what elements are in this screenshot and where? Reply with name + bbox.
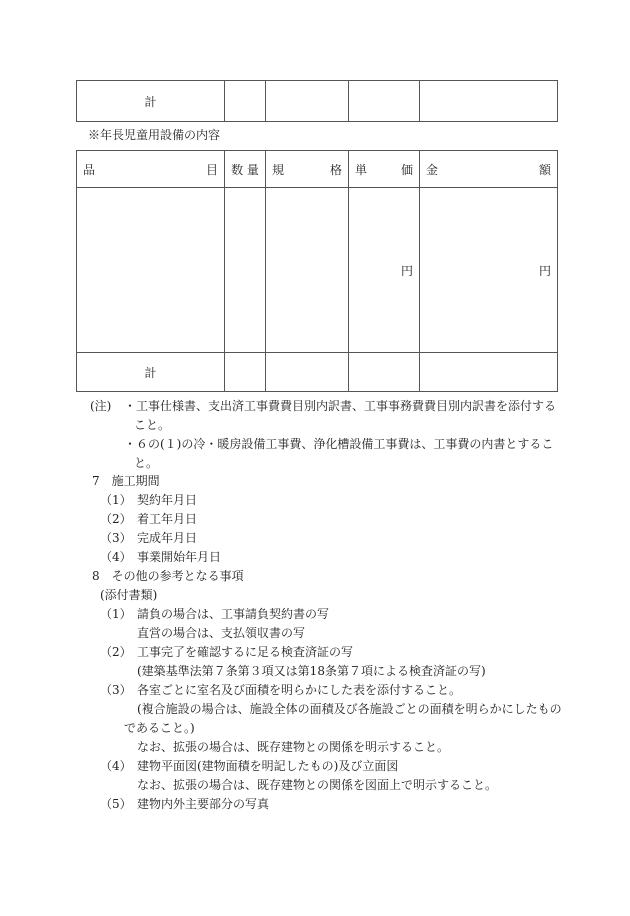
section-8-item-2-line-1: 工事完了を確認するに足る検査済証の写 xyxy=(137,645,354,659)
header-unit-price: 単 価 xyxy=(349,151,420,188)
section-8-subtitle: (添付書類) xyxy=(100,588,158,602)
total-amount-cell xyxy=(420,353,558,392)
section-7-item-4-text: 事業開始年月日 xyxy=(137,550,222,564)
total-unit-price-cell xyxy=(349,353,420,392)
total-row xyxy=(77,353,558,392)
note-2-line-1: ・６の(１)の冷・暖房設備工事費、浄化槽設備工事費は、工事費の内書とするこ xyxy=(124,437,554,451)
section-8-title: 8 その他の参考となる事項 xyxy=(92,569,244,583)
total-amount-cell xyxy=(420,81,558,122)
previous-cost-table xyxy=(76,80,558,122)
section-7-item-1-text: 契約年月日 xyxy=(137,493,198,507)
section-8-item-4-line-2: なお、拡張の場合は、既存建物との関係を図面上で明示すること。 xyxy=(137,778,498,792)
total-label: 計 xyxy=(77,81,225,122)
section-7-item-2-text: 着工年月日 xyxy=(137,512,198,526)
section-8-item-3-line-3: であること。) xyxy=(124,721,195,735)
total-unit-price-cell xyxy=(349,81,420,122)
section-8-item-1-line-2: 直営の場合は、支払領収書の写 xyxy=(137,626,306,640)
table-row xyxy=(77,188,558,353)
section-8-item-1-num: （1） xyxy=(100,607,132,621)
equipment-table xyxy=(76,150,558,392)
note-1-line-2: こと。 xyxy=(134,418,171,432)
section-8-item-1-line-1: 請負の場合は、工事請負契約書の写 xyxy=(137,607,330,621)
section-7-item-4-num: （4） xyxy=(100,550,132,564)
section-7-title: 7 施工期間 xyxy=(92,474,160,488)
unit-price-cell: 円 xyxy=(349,188,420,353)
notes-label: (注) xyxy=(90,399,112,413)
section-caption: ※年長児童用設備の内容 xyxy=(88,128,221,142)
section-8-item-4-line-1: 建物平面図(建物面積を明記したもの)及び立面図 xyxy=(137,759,399,773)
total-row xyxy=(77,81,558,122)
total-spec-cell xyxy=(266,353,349,392)
section-8-item-2-num: （2） xyxy=(100,645,132,659)
header-row xyxy=(77,151,558,188)
note-1-line-1: ・工事仕様書、支出済工事費費目別内訳書、工事事務費費目別内訳書を添付する xyxy=(124,399,557,413)
section-8-item-5-line-1: 建物内外主要部分の写真 xyxy=(137,797,270,811)
quantity-cell xyxy=(225,188,266,353)
section-7-item-3-num: （3） xyxy=(100,531,132,545)
section-8-item-5-num: （5） xyxy=(100,797,132,811)
total-quantity-cell xyxy=(225,353,266,392)
header-amount: 金 額 xyxy=(420,151,558,188)
header-spec: 規 格 xyxy=(266,151,349,188)
section-7-item-1-num: （1） xyxy=(100,493,132,507)
amount-cell: 円 xyxy=(420,188,558,353)
spec-cell xyxy=(266,188,349,353)
note-2-line-2: と。 xyxy=(134,456,159,470)
section-8-item-3-line-2: (複合施設の場合は、施設全体の面積及び各施設ごとの面積を明らかにしたもの xyxy=(137,702,562,716)
section-8-item-3-line-1: 各室ごとに室名及び面積を明らかにした表を添付すること。 xyxy=(137,683,462,697)
total-spec-cell xyxy=(266,81,349,122)
item-cell xyxy=(77,188,225,353)
section-8-item-3-line-4: なお、拡張の場合は、既存建物との関係を明示すること。 xyxy=(137,740,450,754)
section-8-item-2-line-2: (建築基準法第７条第３項又は第18条第７項による検査済証の写) xyxy=(137,664,486,678)
section-7-item-3-text: 完成年月日 xyxy=(137,531,198,545)
total-quantity-cell xyxy=(225,81,266,122)
section-8-item-3-num: （3） xyxy=(100,683,132,697)
total-label: 計 xyxy=(77,353,225,392)
header-quantity: 数 量 xyxy=(225,151,266,188)
section-8-item-4-num: （4） xyxy=(100,759,132,773)
header-item: 品 目 xyxy=(77,151,225,188)
section-7-item-2-num: （2） xyxy=(100,512,132,526)
